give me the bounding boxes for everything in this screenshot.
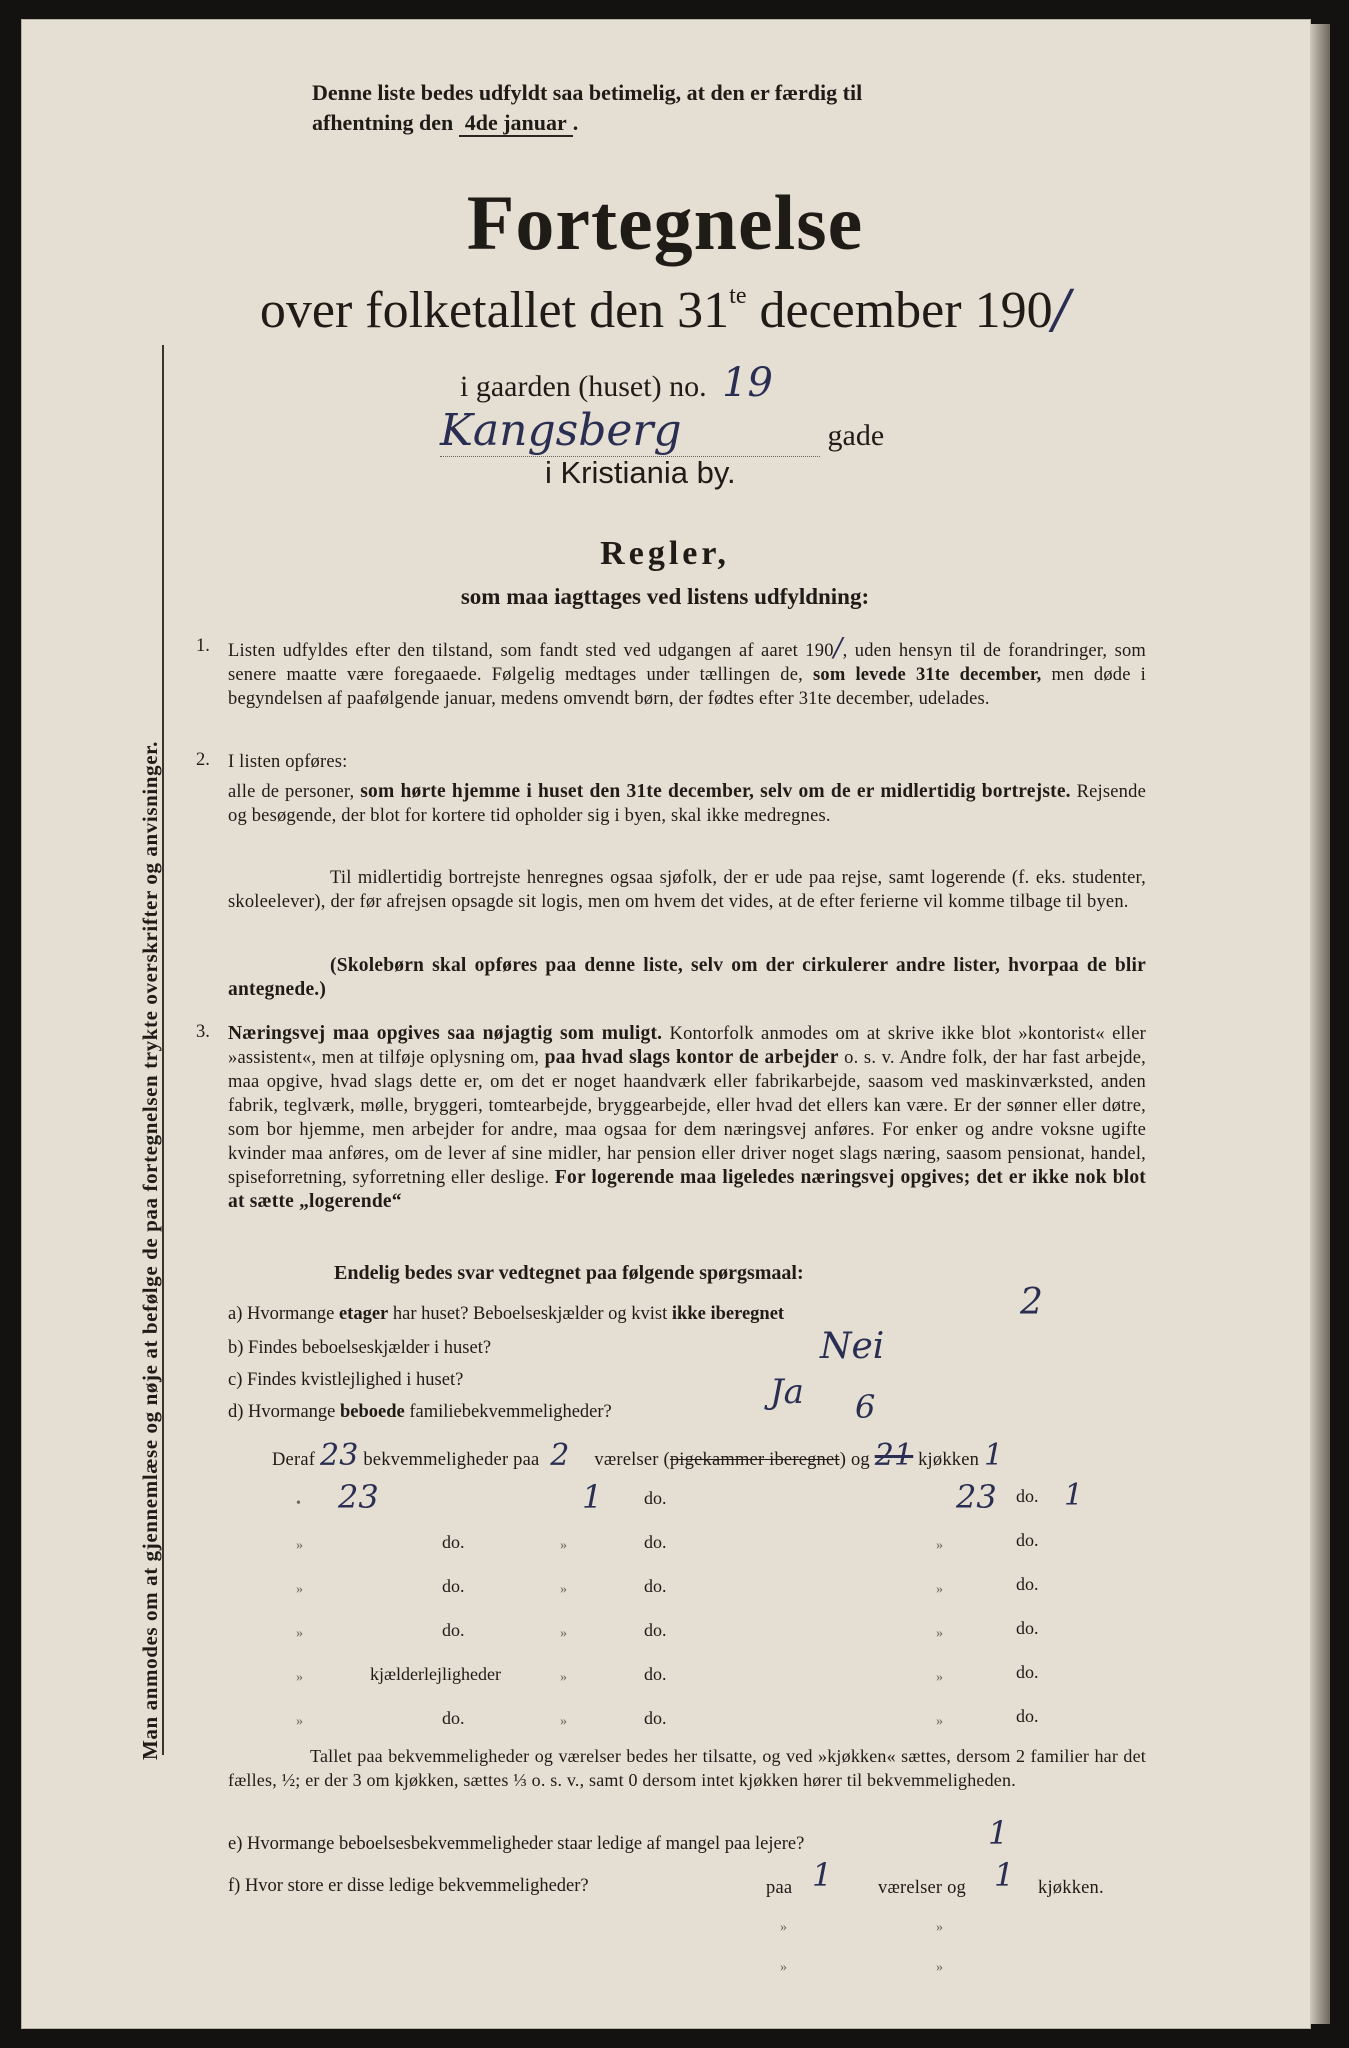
city-line: i Kristiania by.: [545, 455, 736, 490]
deadline-line-2: afhentning den: [312, 110, 454, 135]
row-2-kitchen-struck: 23: [956, 1478, 997, 1516]
question-f: f) Hvor store er disse ledige bekvemmeligheder?: [228, 1876, 589, 1896]
question-f-rooms-prefix: paa: [766, 1878, 793, 1898]
answer-b: Nei: [820, 1326, 885, 1367]
row-2-do-rooms: do.: [644, 1488, 667, 1508]
row-4-do-kitchen: do.: [1016, 1574, 1039, 1594]
year-handwritten: /: [1052, 280, 1071, 340]
row-3-do-rooms: do.: [644, 1532, 667, 1552]
row-1-rooms: 2: [550, 1438, 570, 1473]
rule-1-text: Listen udfyldes efter den tilstand, som fandt sted ved udgangen af aaret 190/, uden hensyn til de forandringer, som senere maatte være foregaaede. Følgelig medtages under tællingen de, som levede 31te december, men døde i begyndelsen af paafølgende januar, medens omvendt børn, der fødtes efter 31te december, udelades.: [228, 633, 1147, 709]
subtitle-sup: te: [729, 283, 747, 309]
answer-f-kitchens: 1: [994, 1856, 1015, 1894]
rule-1-number: 1.: [196, 636, 210, 656]
answer-a: 2: [1020, 1282, 1043, 1323]
row-6-do-kitchen: do.: [1016, 1662, 1039, 1682]
question-a: a) Hvormange etager har huset? Beboelseskjælder og kvist ikke iberegnet: [228, 1304, 785, 1324]
rule-2-number: 2.: [196, 750, 210, 770]
questions-intro: Endelig bedes svar vedtegnet paa følgende spørgsmaal:: [334, 1262, 804, 1284]
answer-c: Ja: [770, 1372, 804, 1412]
rules-subtitle: som maa iagttages ved listens udfyldning:: [460, 584, 870, 609]
form-title: Fortegnelse: [466, 179, 864, 266]
form-subtitle: [0, 280, 1330, 340]
row-5-do-rooms: do.: [644, 1620, 667, 1640]
street-line: [440, 405, 884, 457]
deadline-date: 4de januar: [459, 110, 573, 137]
rule-2-paragraph-2: Til midlertidig bortrejste henregnes ogsaa sjøfolk, der er ude paa rejse, samt logerende (f. eks. studenter, skoleelever), der før afrejsen opsagde sit logis, men om hvem det vides, at de efter ferierne vil komme tilbage til byen.: [228, 868, 1146, 912]
rules-title: Regler,: [600, 535, 730, 572]
row-1-kitchens: 1: [983, 1438, 1004, 1473]
rule-3-number: 3.: [196, 1022, 210, 1042]
row-5-do: do.: [442, 1620, 465, 1640]
rule-2-paragraph-3: (Skolebørn skal opføres paa denne liste, selv om der cirkulerer andre lister, hvorpaa de blir antegnede.): [228, 955, 1146, 1000]
question-d: d) Hvormange beboede familiebekvemmeligheder?: [228, 1402, 612, 1422]
row-1-kitchen-struck: 21: [874, 1438, 914, 1473]
answer-e: 1: [988, 1814, 1009, 1852]
row-3-do-kitchen: do.: [1016, 1530, 1039, 1550]
row-5-do-kitchen: do.: [1016, 1618, 1039, 1638]
street-handwritten: Kangsberg: [440, 405, 820, 457]
row-2-kitchens: 1: [1064, 1478, 1084, 1513]
house-number-handwritten: 19: [722, 360, 773, 406]
rule-3-text: Næringsvej maa opgives saa nøjagtig som muligt. Kontorfolk anmodes om at skrive ikke blot »kontorist« eller »assistent«, men at tilføje oplysning om, paa hvad slags kontor de arbejder o. s. v. Andre folk, der har fast arbejde, maa opgive, hvad slags dette er, om det er noget haandværk eller fabrikarbejde, saasom ved maskinværksted, anden fabrik, teglværk, mølle, bryggeri, tomtearbejde, bryggearbejde, eller hvad det ellers kan være. Er der sønner eller døtre, som bor hjemme, men arbejder for andre, maa ogsaa for dem næringsvej anføres. For enker og andre voksne ugifte kvinder maa anføres, om de lever af sine midler, har pension eller driver noget slags næring, saasom pensionat, handel, spiseforretning, syforretning eller deslige. For logerende maa ligeledes næringsvej opgives; det er ikke nok blot at sætte „logerende“: [228, 1023, 1147, 1212]
question-e: e) Hvormange beboelsesbekvemmeligheder staar ledige af mangel paa lejere?: [228, 1834, 805, 1854]
row-2-count: 23: [338, 1478, 379, 1516]
row-6-cellar-label: kjælderlejligheder: [370, 1664, 501, 1684]
row-2-rooms: 1: [582, 1478, 603, 1516]
subtitle-pre: over folketallet den 31: [259, 282, 730, 339]
answer-f-rooms: 1: [812, 1856, 833, 1894]
counting-note: Tallet paa bekvemmeligheder og værelser bedes her tilsatte, og ved »kjøkken« sættes, dersom 2 familier har det fælles, ½; er der 3 om kjøkken, sættes ⅓ o. s. v., samt 0 dersom intet kjøkken hører til bekvemmeligheden.: [228, 1746, 1146, 1790]
row-6-do-rooms: do.: [644, 1664, 667, 1684]
row-4-do-rooms: do.: [644, 1576, 667, 1596]
row-7-do-kitchen: do.: [1016, 1706, 1039, 1726]
question-f-kitchen-label: kjøkken.: [1038, 1878, 1104, 1898]
rule-2-intro: I listen opføres:: [228, 752, 348, 772]
answer-d: 6: [855, 1388, 876, 1426]
row-1-count: 23: [319, 1438, 359, 1473]
row-4-do: do.: [442, 1576, 465, 1596]
deraf-row-1: Deraf 23 bekvemmeligheder paa 2 værelser (pigekammer iberegnet) og 21 kjøkken 1: [272, 1438, 1004, 1473]
question-b: b) Findes beboelseskjælder i huset?: [228, 1338, 492, 1358]
subtitle-post: december 190: [759, 282, 1053, 339]
rule-1-year-handwritten: /: [833, 633, 843, 663]
deadline-notice: Denne liste bedes udfyldt saa betimelig, at den er færdig til afhentning den 4de januar .: [312, 80, 863, 135]
house-number-line: [460, 360, 773, 406]
street-suffix: gade: [827, 419, 885, 452]
row-7-do: do.: [442, 1708, 465, 1728]
question-f-rooms-label: værelser og: [878, 1878, 966, 1898]
rule-2-text: alle de personer, som hørte hjemme i huset den 31te december, selv om de er midlertidig bortrejste. Rejsende og besøgende, der blot for kortere tid opholder sig i byen, skal ikke medregnes.: [228, 781, 1146, 826]
row-2-do-kitchen: do.: [1016, 1486, 1039, 1506]
question-c: c) Findes kvistlejlighed i huset?: [228, 1370, 464, 1390]
sidebar-instruction: Man anmodes om at gjennemlæse og nøje at befølge de paa fortegnelsen trykte overskrifter og anvisninger.: [138, 741, 162, 1760]
deadline-line-1: Denne liste bedes udfyldt saa betimelig, at den er færdig til: [312, 80, 863, 105]
row-7-do-rooms: do.: [644, 1708, 667, 1728]
row-3-do: do.: [442, 1532, 465, 1552]
house-label: i gaarden (huset) no.: [460, 370, 707, 403]
